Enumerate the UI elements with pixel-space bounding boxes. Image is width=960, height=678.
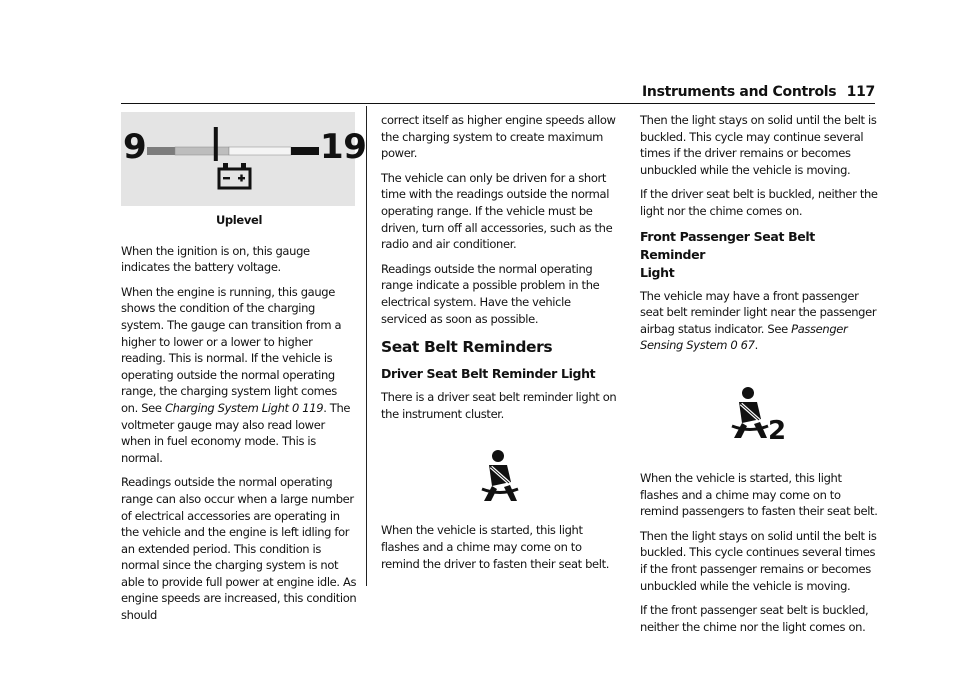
voltmeter-gauge bbox=[121, 112, 367, 206]
voltmeter-figure bbox=[121, 112, 367, 206]
page-reference[interactable]: 0 119 bbox=[292, 400, 324, 415]
paragraph: The vehicle may have a front passenger seat belt reminder light near the passenger airbag status indicator. See Passenger Sensing System 0 67. bbox=[640, 288, 877, 353]
gauge-mid-segment bbox=[175, 147, 229, 155]
paragraph: The vehicle can only be driven for a short time with the readings outside the normal operating range. If the vehicle must be driven, turn off all accessories, such as the radio and air conditioner. bbox=[381, 170, 613, 252]
paragraph: When the ignition is on, this gauge indicates the battery voltage. bbox=[121, 243, 310, 275]
passenger-seatbelt-icon bbox=[728, 385, 790, 446]
page-header bbox=[642, 84, 875, 100]
paragraph: correct itself as higher engine speeds allow the charging system to create maximum power. bbox=[381, 113, 616, 161]
passenger-number-label: 2 bbox=[768, 415, 786, 446]
section-title: Instruments and Controls bbox=[642, 84, 837, 100]
driver-seatbelt-figure bbox=[381, 430, 618, 522]
column-2 bbox=[381, 112, 618, 580]
section-heading: Seat Belt Reminders bbox=[381, 338, 553, 357]
paragraph: If the front passenger seat belt is buckled, neither the chime nor the light comes on. bbox=[640, 603, 869, 634]
column-1 bbox=[121, 112, 367, 632]
gauge-normal-segment bbox=[229, 147, 291, 155]
paragraph: Then the light stays on solid until the belt is buckled. This cycle may continue several times if the driver remains or becomes unbuckled while the vehicle is moving. bbox=[640, 113, 877, 177]
page-reference[interactable]: 0 67 bbox=[730, 338, 755, 353]
subheading: Front Passenger Seat Belt Reminder Light bbox=[640, 228, 815, 280]
cross-reference-link[interactable]: Passenger Sensing System bbox=[640, 321, 848, 353]
page-number: 117 bbox=[846, 84, 875, 100]
column-3 bbox=[640, 112, 878, 643]
paragraph: When the engine is running, this gauge shows the condition of the charging system. The gauge can transition from a higher to lower or a lower to higher reading. This is normal. If the vehicle is operating outside the normal operating range, the charging system light comes on. See Charging System Light 0 119. The voltmeter gauge may also read lower when in fuel economy mode. This is normal. bbox=[121, 284, 351, 465]
gauge-low-segment bbox=[147, 147, 175, 155]
driver-seatbelt-icon bbox=[478, 449, 522, 503]
paragraph: Readings outside the normal operating range indicate a possible problem in the electrical system. Have the vehicle serviced as soon as possible. bbox=[381, 261, 600, 326]
paragraph: Then the light stays on solid until the belt is buckled. This cycle continues several times if the front passenger remains or becomes unbuckled while the vehicle is moving. bbox=[640, 528, 877, 593]
subheading: Driver Seat Belt Reminder Light bbox=[381, 366, 596, 382]
paragraph: Readings outside the normal operating range can also occur when a large number of electrical accessories are operating in the vehicle and the engine is left idling for an extended period. This condition is normal since the charging system is not able to provide full power at engine idle. As engine speeds are increased, this condition should bbox=[121, 475, 357, 623]
figure-caption: Uplevel bbox=[215, 213, 263, 227]
gauge-max-label: 19 bbox=[320, 127, 367, 167]
paragraph: There is a driver seat belt reminder light on the instrument cluster. bbox=[381, 390, 617, 421]
header-rule bbox=[121, 103, 875, 104]
gauge-needle bbox=[214, 127, 218, 161]
passenger-seatbelt-figure bbox=[640, 362, 878, 466]
gauge-min-label: 9 bbox=[123, 127, 147, 167]
column-divider bbox=[366, 106, 367, 586]
paragraph: When the vehicle is started, this light flashes and a chime may come on to remind passengers to fasten their seat belt. bbox=[640, 470, 878, 519]
paragraph: When the vehicle is started, this light flashes and a chime may come on to remind the driver to fasten their seat belt. bbox=[381, 523, 610, 571]
cross-reference-link[interactable]: Charging System Light bbox=[164, 400, 289, 415]
paragraph: If the driver seat belt is buckled, neither the light nor the chime comes on. bbox=[640, 187, 878, 218]
gauge-high-segment bbox=[291, 147, 319, 155]
